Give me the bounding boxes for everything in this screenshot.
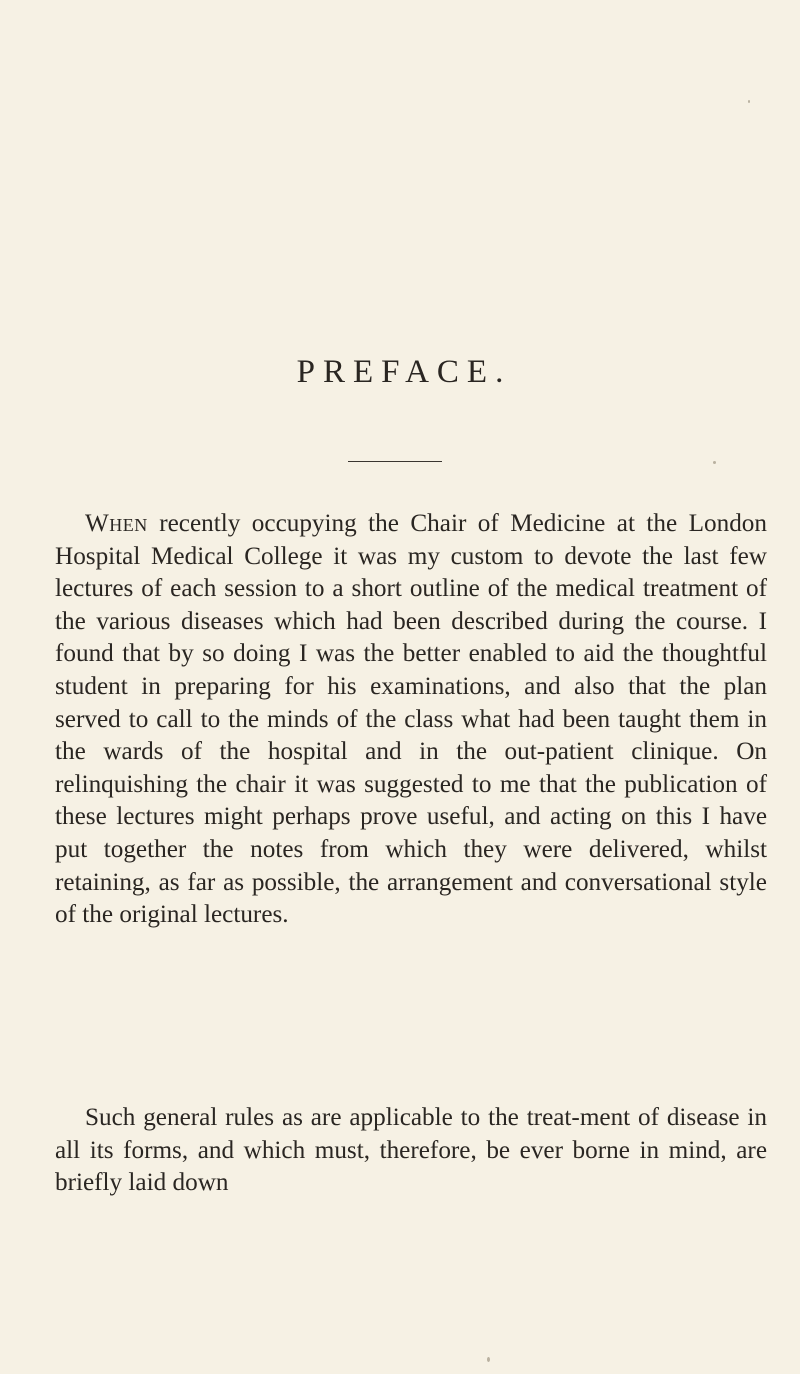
paragraph-1-lead-in: When: [85, 510, 148, 537]
paragraph-1: [55, 508, 767, 932]
paragraph-1-text: recently occupying the Chair of Medicine at the London Hospital Medical College it was my custom to devote the last few lectures of each session to a short outline of the medical treatment of the various diseases which had been described during the course. I found that by so doing I was the better enabled to aid the thoughtful student in preparing for his examinations, and also that the plan served to call to the minds of the class what had been taught them in the wards of the hospital and in the out-patient clinique. On relinquishing the chair it was suggested to me that the publication of these lectures might perhaps prove useful, and acting on this I have put together the notes from which they were delivered, whilst retaining, as far as possible, the arrangement and conversational style of the original lectures.: [55, 510, 767, 929]
paper-speck: [713, 461, 716, 464]
paragraph-2-text: Such general rules as are applicable to the treat-ment of disease in all its forms, and which must, therefore, be ever borne in mind, are briefly laid down: [55, 1104, 767, 1197]
paper-speck: [487, 1357, 490, 1362]
paragraph-2: [55, 1102, 767, 1200]
paper-speck: [748, 100, 750, 103]
heading-rule: [348, 461, 442, 462]
preface-heading: PREFACE.: [296, 354, 512, 390]
